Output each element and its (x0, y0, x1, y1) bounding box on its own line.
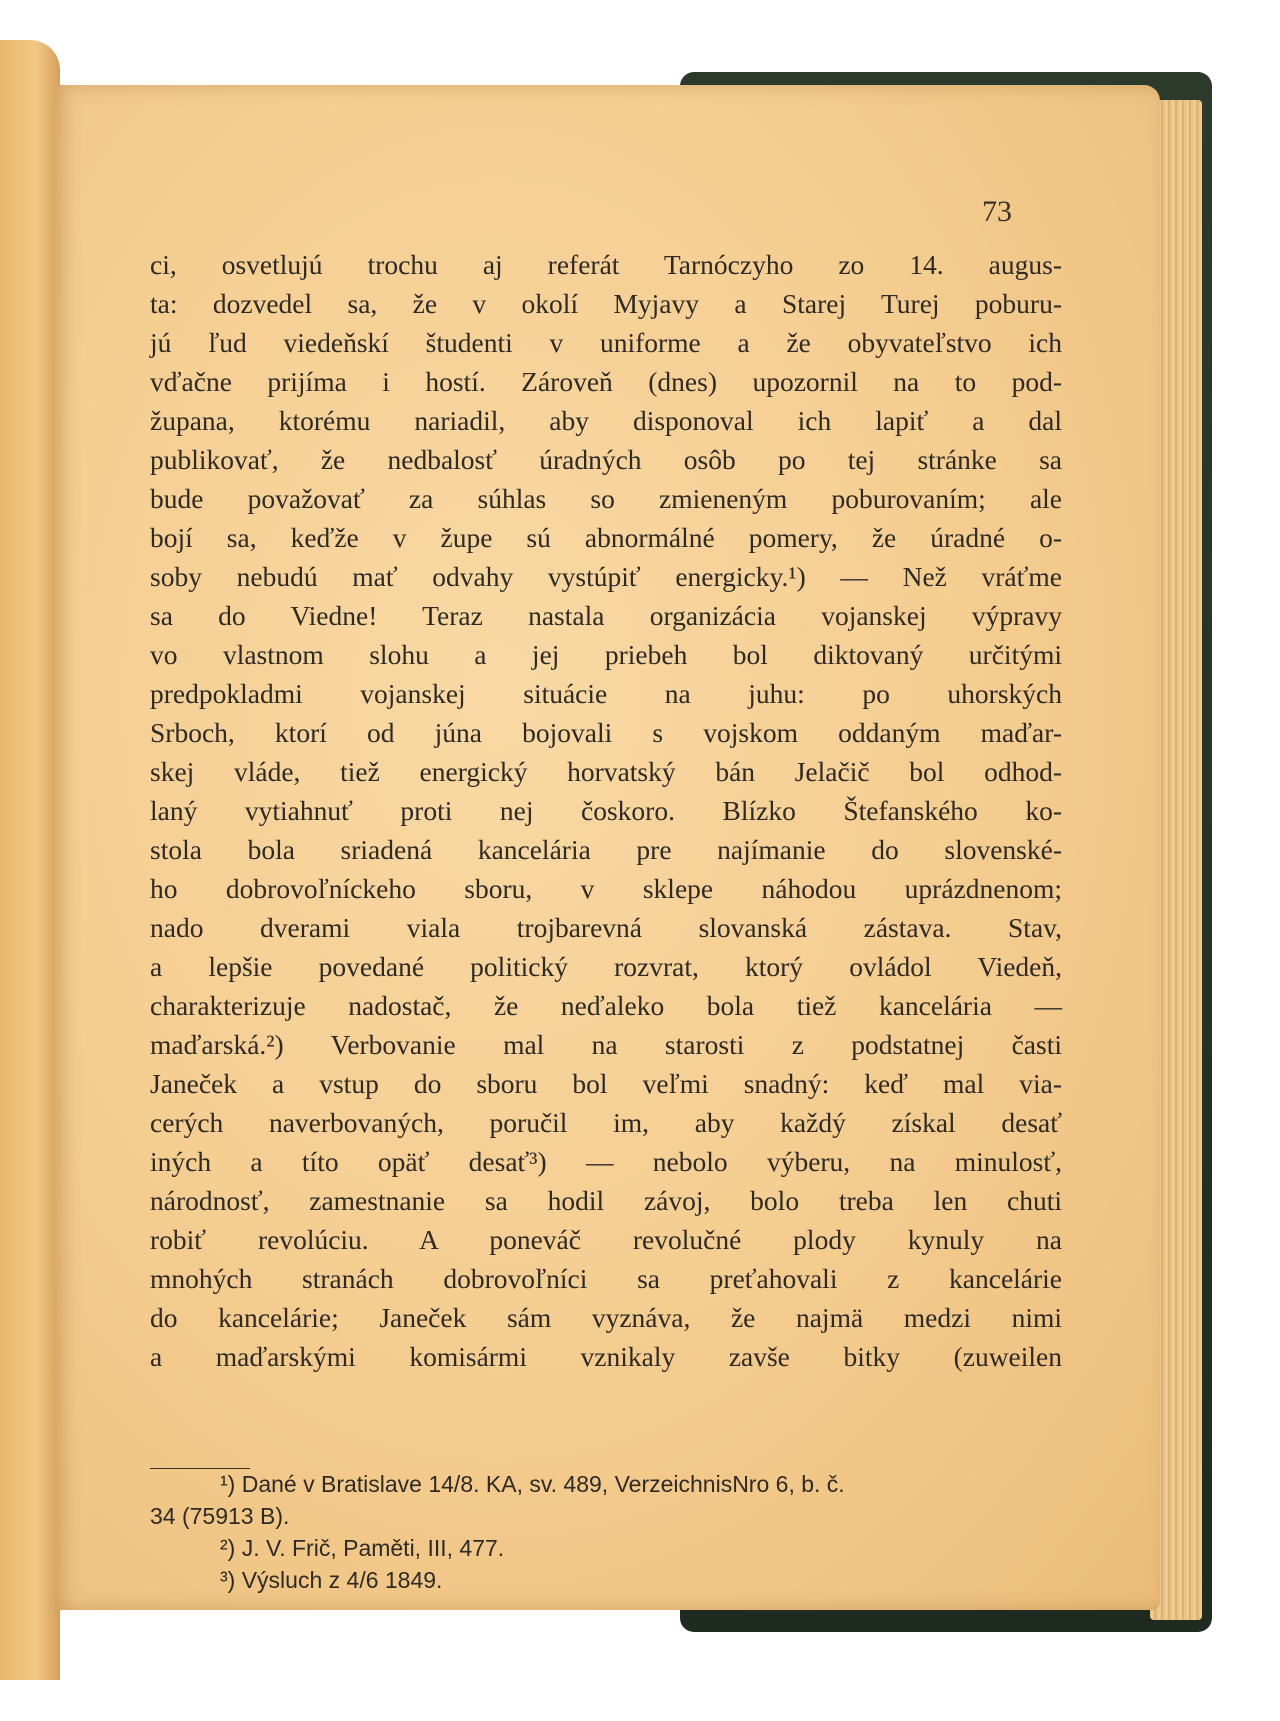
facing-page-edge (0, 40, 60, 1680)
text-line: Janeček a vstup do sboru bol veľmi snadný: keď mal via- (150, 1068, 1062, 1099)
text-line: do kancelárie; Janeček sám vyznáva, že najmä medzi nimi (150, 1302, 1062, 1333)
text-line: robiť revolúciu. A poneváč revolučné plody kynuly na (150, 1224, 1062, 1255)
text-line: ci, osvetlujú trochu aj referát Tarnóczyho zo 14. augus- (150, 249, 1062, 280)
text-line: vo vlastnom slohu a jej priebeh bol diktovaný určitými (150, 639, 1062, 670)
footnote-3: ³) Výsluch z 4/6 1849. (220, 1567, 443, 1593)
text-line: nado dverami viala trojbarevná slovanská zástava. Stav, (150, 912, 1062, 943)
text-line: maďarská.²) Verbovanie mal na starosti z podstatnej časti (150, 1029, 1062, 1060)
text-line: publikovať, že nedbalosť úradných osôb po tej stránke sa (150, 444, 1062, 475)
text-line: ho dobrovoľníckeho sboru, v sklepe náhodou uprázdnenom; (150, 873, 1062, 904)
text-line: ta: dozvedel sa, že v okolí Myjavy a Starej Turej poburu- (150, 288, 1062, 319)
page-number: 73 (982, 195, 1012, 228)
text-line: a lepšie povedané politický rozvrat, ktorý ovládol Viedeň, (150, 951, 1062, 982)
footnotes (150, 1468, 1062, 1596)
text-line: bojí sa, keďže v župe sú abnormálné pomery, že úradné o- (150, 522, 1062, 553)
text-line: iných a títo opäť desať³) — nebolo výberu, na minulosť, (150, 1146, 1062, 1177)
text-line: predpokladmi vojanskej situácie na juhu: po uhorských (150, 678, 1062, 709)
text-line: župana, ktorému nariadil, aby disponoval ich lapiť a dal (150, 405, 1062, 436)
text-line: laný vytiahnuť proti nej čoskoro. Blízko Štefanského ko- (150, 795, 1062, 826)
text-line: charakterizuje nadostač, že neďaleko bola tiež kancelária — (150, 990, 1062, 1021)
text-line: sa do Viedne! Teraz nastala organizácia vojanskej výpravy (150, 600, 1062, 631)
text-line: stola bola sriadená kancelária pre najímanie do slovenské- (150, 834, 1062, 865)
footnote-1-continued: 34 (75913 B). (150, 1503, 290, 1529)
footnote-2: ²) J. V. Frič, Paměti, III, 477. (220, 1535, 505, 1561)
book-page (55, 85, 1160, 1610)
text-line: vďačne prijíma i hostí. Zároveň (dnes) upozornil na to pod- (150, 366, 1062, 397)
footnote-1: ¹) Dané v Bratislave 14/8. KA, sv. 489, VerzeichnisNro 6, b. č. (220, 1471, 845, 1497)
text-line: národnosť, zamestnanie sa hodil závoj, bolo treba len chuti (150, 1185, 1062, 1216)
body-text (150, 245, 1062, 1376)
text-line: skej vláde, tiež energický horvatský bán Jelačič bol odhod- (150, 756, 1062, 787)
text-line: Srboch, ktorí od júna bojovali s vojskom oddaným maďar- (150, 717, 1062, 748)
text-line: jú ľud viedeňskí študenti v uniforme a že obyvateľstvo ich (150, 327, 1062, 358)
text-line: cerých naverbovaných, poručil im, aby každý získal desať (150, 1107, 1062, 1138)
text-line: mnohých stranách dobrovoľníci sa preťahovali z kancelárie (150, 1263, 1062, 1294)
text-line: a maďarskými komisármi vznikaly zavše bitky (zuweilen (150, 1341, 1062, 1372)
text-line: bude považovať za súhlas so zmieneným poburovaním; ale (150, 483, 1062, 514)
text-line: soby nebudú mať odvahy vystúpiť energicky.¹) — Než vráťme (150, 561, 1062, 592)
